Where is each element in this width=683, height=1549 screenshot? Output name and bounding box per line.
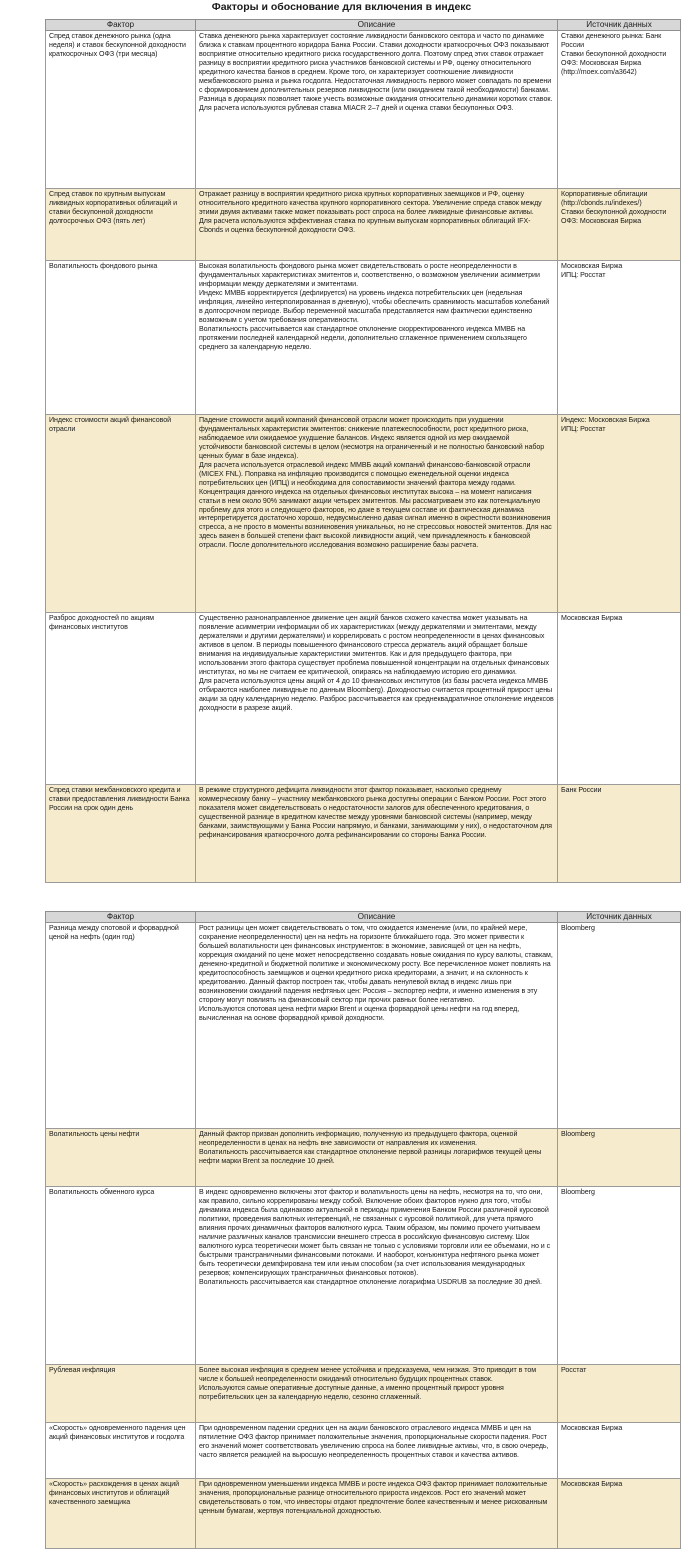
description-paragraph: Концентрация данного индекса на отдельных финансовых институтах высока – на момент написания статьи в нем около 90% занимают акции четырех эмитентов. Мы рассматриваем это как потенциальную проблему для этого и следующего факторов, но даже в текущем составе их фактическая динамика интерпретируется достаточно хорошо, недвусмысленно давая сигнал именно в окрестности возникновения стресса, а не просто в моменты возникновения уникальных, но не стрессовых новостей эмитентов. Для нас здесь важен в большей степени факт высокой ликвидности акций, чем принадлежность к банковской отрасли. После дополнительного исследования возможно расширение базы расчета. <box>199 487 552 550</box>
description-paragraph: Используются самые оперативные доступные данные, а именно процентный прирост уровня потребительских цен за календарную неделю, сезонно сглаженный. <box>199 1383 504 1401</box>
description-cell <box>196 261 558 415</box>
description-paragraph: Рост разницы цен может свидетельствовать о том, что ожидается изменение (или, по крайней мере, сохранение неопределенности) цен на нефть на горизонте ближайшего года. Это может привести к большей волатильности цен финансовых инструментов: в экономике, зависящей от цен на нефть, коррекция ожиданий по цене может непосредственно создавать новые ожидания по курсу валюты, ставкам, денежно-кредитной и бюджетной политике и экономическому росту. Все перечисленное может повлиять на кредитоспособность заемщиков и оценки кредитного риска кредиторами, а значит, и на склонность к кредитованию. Данный фактор построен так, чтобы давать ненулевой вклад в индекс лишь при возникновении ожиданий падения нефтяных цен: Россия – экспортер нефти, и именно изменения в эту сторону могут повлиять на финансовый сектор при прочих равных более негативно. <box>199 924 553 1004</box>
factor-cell: Спред ставок денежного рынка (одна неделя) и ставок бескупонной доходности краткосрочных ОФЗ (три месяца) <box>46 31 196 189</box>
factor-cell: Разница между спотовой и форвардной ценой на нефть (один год) <box>46 923 196 1129</box>
factor-cell: «Скорость» одновременного падения цен акций финансовых институтов и госдолга <box>46 1423 196 1479</box>
header-description: Описание <box>196 20 558 31</box>
description-paragraph: Волатильность рассчитывается как стандартное отклонение логарифма USDRUB за последние 30 дней. <box>199 1277 542 1286</box>
document-title: Факторы и обоснование для включения в индекс <box>211 1 472 13</box>
description-paragraph: Волатильность рассчитывается как стандартное отклонение скорректированного индекса ММВБ на протяжении последней календарной недели, дополнительно сглаженное применением скользящего среднего за календарную неделю. <box>199 324 527 351</box>
header-source: Источник данных <box>558 912 681 923</box>
table-row <box>46 415 681 613</box>
source-cell: Росстат <box>558 1365 681 1423</box>
source-cell: Bloomberg <box>558 923 681 1129</box>
source-cell: Московская Биржа <box>558 613 681 785</box>
description-paragraph: Отражает разницу в восприятии кредитного риска крупных корпоративных заемщиков и РФ, оценку относительного кредитного качества крупного корпоративного сектора. Увеличение спреда ставок между этими двумя активами также может показывать рост спроса на более ликвидные финансовые активы. <box>199 190 542 216</box>
factor-cell: Разброс доходностей по акциям финансовых институтов <box>46 613 196 785</box>
table-row <box>46 261 681 415</box>
description-cell <box>196 1423 558 1479</box>
table-row <box>46 1423 681 1479</box>
source-cell: Корпоративные облигации (http://cbonds.ru/indexes/) Ставки бескупонной доходности ОФЗ: Московская Биржа <box>558 189 681 261</box>
table-row <box>46 1129 681 1187</box>
description-paragraph: Высокая волатильность фондового рынка может свидетельствовать о росте неопределенности в фундаментальных характеристиках эмитентов и, соответственно, о возможном увеличении асимметрии информации между держателями и эмитентами. <box>199 262 540 288</box>
factor-cell: Индекс стоимости акций финансовой отрасли <box>46 415 196 613</box>
description-cell <box>196 415 558 613</box>
table-row <box>46 31 681 189</box>
source-cell: Московская Биржа ИПЦ: Росстат <box>558 261 681 415</box>
description-paragraph: Ставка денежного рынка характеризует состояние ликвидности банковского сектора и часто по динамике близка к ставкам процентного коридора Банка России. Ставки доходности краткосрочных ОФЗ показывают восприятие относительно кредитного риска государственного долга. Поэтому спред этих ставок отражает разницу в восприятии кредитного риска участников банковской системы и РФ, оценку относительного кредитного качества банков в среднем. Кроме того, он характеризует соотношение ликвидности межбанковского рынка и рынка госдолга. Недостаточная ликвидность первого может совпадать по времени с формированием дополнительных резервов ликвидности (или ожиданием такой необходимости) банками. Разница в дюрациях позволяет также учесть возможные ожидания относительно динамики коротких ставок. <box>199 32 553 103</box>
factor-cell: Волатильность обменного курса <box>46 1187 196 1365</box>
source-cell: Московская Биржа <box>558 1423 681 1479</box>
description-cell <box>196 1479 558 1549</box>
header-description: Описание <box>196 912 558 923</box>
description-cell <box>196 189 558 261</box>
source-cell: Bloomberg <box>558 1187 681 1365</box>
description-paragraph: Данный фактор призван дополнить информацию, полученную из предыдущего фактора, оценкой неопределенности в ценах на нефть вне зависимости от направления их изменения. <box>199 1130 518 1147</box>
factor-cell: Волатильность цены нефти <box>46 1129 196 1187</box>
source-cell: Московская Биржа <box>558 1479 681 1549</box>
description-cell <box>196 1365 558 1423</box>
description-paragraph: Для расчета используется отраслевой индекс ММВБ акций компаний финансово-банковской отрасли (MICEX FNL). Поправка на инфляцию производится с помощью еженедельной оценки индекса потребительских цен (ИПЦ) и необходима для сопоставимости значений фактора между годами. <box>199 460 531 487</box>
description-cell <box>196 31 558 189</box>
description-paragraph: Для расчета используются рублевая ставка MIACR 2–7 дней и оценка ставки бескупонных ОФЗ. <box>199 103 514 112</box>
source-cell: Ставки денежного рынка: Банк России Ставки бескупонной доходности ОФЗ: Московская Биржа (http://moex.com/a3642) <box>558 31 681 189</box>
factor-cell: Спред ставки межбанковского кредита и ставки предоставления ликвидности Банка России на срок один день <box>46 785 196 883</box>
description-paragraph: В индекс одновременно включены этот фактор и волатильность цены на нефть, несмотря на то, что они, как правило, сильно коррелированы между собой. Включение обоих факторов нужно для того, чтобы динамика индекса была одинаково актуальной в периоды применения Банком России различной курсовой политики, проведения валютных интервенций, не связанных с курсовой политикой, для учета прямого влияния прочих динамичных факторов валютного курса. Таким образом, мы помимо прочего учитываем наличие различных каналов трансмиссии внешнего стресса в российскую финансовую систему. Шок валютного курса теоретически может быть связан не только с условиями торговли или ее объемами, но и с быстрыми трансграничными финансовыми потоками. И наоборот, конъюнктура нефтяного рынка может быть теоретически демпфирована тем или иным способом (за счет использования международных резервов; компенсирующих трансграничных финансовых потоков). <box>199 1188 551 1277</box>
description-paragraph: Используются спотовая цена нефти марки Brent и оценка форвардной цены нефти на год вперед, вычисленная на основе форвардной кривой доходности. <box>199 1004 520 1022</box>
factor-cell: Волатильность фондового рынка <box>46 261 196 415</box>
description-paragraph: Более высокая инфляция в среднем менее устойчива и предсказуема, чем низкая. Это приводит в том числе к большей неопределенности ожиданий относительно будущих процентных ставок. <box>199 1366 537 1383</box>
table-row <box>46 1479 681 1549</box>
source-cell: Bloomberg <box>558 1129 681 1187</box>
table-row <box>46 189 681 261</box>
description-paragraph: Существенно разнонаправленное движение цен акций банков схожего качества может указывать на появление асимметрии информации об их характеристиках (между держателями и эмитентами, между держателями и другими держателями) и коррелировать с ростом неопределенности в ценах финансовых активов в целом. В периоды повышенного финансового стресса держатель акций обращает больше внимания на индивидуальные характеристики эмитентов. Как и для предыдущего фактора, при использовании этого фактора существует проблема повышенной концентрации на отдельных финансовых институтах, но мы не считаем ее критической, опираясь на наблюдаемую историю его динамики. <box>199 614 550 676</box>
description-cell <box>196 1129 558 1187</box>
table-row <box>46 1365 681 1423</box>
description-paragraph: Для расчета используются эффективная ставка по крупным выпускам корпоративных облигаций IFX-Cbonds и оценка бескупонной доходности ОФЗ. <box>199 216 531 234</box>
description-paragraph: Индекс ММВБ корректируется (дефлируется) на уровень индекса потребительских цен (недельная инфляция, линейно интерполированная в дневную), чтобы обеспечить сравнимость масштабов колебаний в долгосрочном периоде. Выбор переменной масштаба представляется нам фактически единственно возможным с учетом требования оперативности. <box>199 288 550 324</box>
description-paragraph: В режиме структурного дефицита ликвидности этот фактор показывает, насколько среднему коммерческому банку – участнику межбанковского рынка доступны операции с Банком России. Рост этого показателя может свидетельствовать о недостаточности залогов для обеспеченного кредитования, о существенной разнице в кредитном качестве между уровнями банковской системы (например, между банками, заимствующими у Банка России напрямую, и банками, занимающими у них), о недостаточном для рефинансирования краткосрочного долга рефинансировании со стороны Банка России. <box>199 786 552 839</box>
table-row <box>46 923 681 1129</box>
description-paragraph: При одновременном уменьшении индекса ММВБ и росте индекса ОФЗ фактор принимает положительные значения, пропорциональные разнице относительного прироста индексов. Рост его значений может свидетельствовать о том, что инвесторы отдают предпочтение более качественным и менее рискованным ценным бумагам, жертвуя потенциальной доходностью. <box>199 1480 548 1515</box>
table-row <box>46 1187 681 1365</box>
factor-cell: «Скорость» расхождения в ценах акций финансовых институтов и облигаций качественного заемщика <box>46 1479 196 1549</box>
description-paragraph: Волатильность рассчитывается как стандартное отклонение первой разницы логарифмов текущей цены нефти марки Brent за последние 10 дней. <box>199 1147 542 1165</box>
description-cell <box>196 1187 558 1365</box>
factor-cell: Спред ставок по крупным выпускам ликвидных корпоративных облигаций и ставки бескупонной доходности долгосрочных ОФЗ (пять лет) <box>46 189 196 261</box>
table-header-row <box>46 912 681 923</box>
table-header-row <box>46 20 681 31</box>
description-paragraph: Падение стоимости акций компаний финансовой отрасли может происходить при ухудшении фундаментальных характеристик эмитентов: снижение платежеспособности, рост кредитного риска, наблюдаемое или ожидаемое ухудшение балансов. Индекс является одной из мер ожидаемой устойчивости банковской системы в целом (несмотря на ограниченный и не полностью банковский набор ценных бумаг в базе индекса). <box>199 416 545 460</box>
description-cell <box>196 923 558 1129</box>
header-factor: Фактор <box>46 912 196 923</box>
source-cell: Банк России <box>558 785 681 883</box>
factors-table-1 <box>45 19 681 883</box>
description-paragraph: Для расчета используются цены акций от 4 до 10 финансовых институтов (из базы расчета индекса ММВБ отбираются наиболее ликвидные по данным Bloomberg). Доходностью считается процентный прирост цены акции за одну календарную неделю. Разброс рассчитывается как среднеквадратичное отклонение индексов доходности в разрезе акций. <box>199 676 554 712</box>
table-row <box>46 785 681 883</box>
table-row <box>46 613 681 785</box>
description-cell <box>196 613 558 785</box>
header-source: Источник данных <box>558 20 681 31</box>
header-factor: Фактор <box>46 20 196 31</box>
description-cell <box>196 785 558 883</box>
source-cell: Индекс: Московская Биржа ИПЦ: Росстат <box>558 415 681 613</box>
factor-cell: Рублевая инфляция <box>46 1365 196 1423</box>
factors-table-2 <box>45 911 681 1549</box>
description-paragraph: При одновременном падении средних цен на акции банковского отраслевого индекса ММВБ и цен на пятилетние ОФЗ фактор принимает положительные значения, пропорциональные скорости падения. Рост его значений может соответствовать увеличению спроса на более ликвидные активы, что, в свою очередь, часто является реакцией на выросшую неопределенность процентных ставок и качества активов. <box>199 1424 549 1459</box>
